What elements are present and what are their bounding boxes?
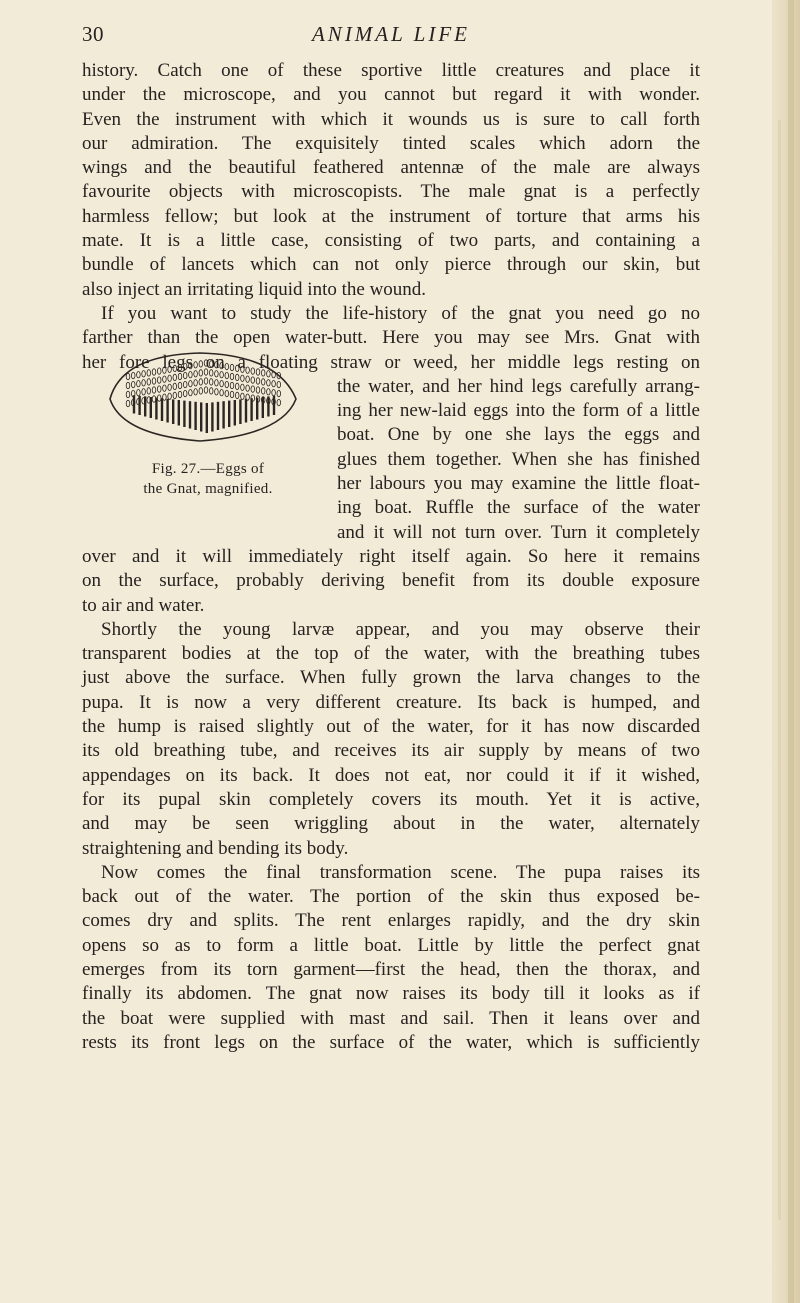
running-title: ANIMAL LIFE <box>311 22 471 46</box>
text-line: ing boat. Ruffle the surface of the water <box>337 497 700 519</box>
text-line: her labours you may examine the little float- <box>337 473 700 495</box>
text-line: its old breathing tube, and receives its air supply by means of two <box>82 740 700 762</box>
text-line: transparent bodies at the top of the water, with the breathing tubes <box>82 643 700 665</box>
text-line: our admiration. The exquisitely tinted scales which adorn the <box>82 132 700 154</box>
text-line: back out of the water. The portion of the skin thus exposed be- <box>82 886 700 908</box>
text-line: wings and the beautiful feathered antennæ of the male are always <box>82 157 700 179</box>
text-line: glues them together. When she has finished <box>337 448 700 470</box>
text-line: mate. It is a little case, consisting of two parts, and containing a <box>82 230 700 252</box>
text-line: appendages on its back. It does not eat, nor could it if it wished, <box>82 764 700 786</box>
text-line: to air and water. <box>82 594 205 616</box>
page-edge <box>772 0 800 1303</box>
text-line: the hump is raised slightly out of the water, for it has now discarded <box>82 716 700 738</box>
text-line: and it will not turn over. Turn it completely <box>337 521 700 543</box>
text-line: over and it will immediately right itself again. So here it remains <box>82 545 700 567</box>
text-line: the water, and her hind legs carefully arrang- <box>337 375 700 397</box>
text-line: farther than the open water-butt. Here you may see Mrs. Gnat with <box>82 327 700 349</box>
text-line: opens so as to form a little boat. Little by little the perfect gnat <box>82 934 700 956</box>
text-line: favourite objects with microscopists. The male gnat is a perfectly <box>82 181 700 203</box>
page-edge-stripe <box>778 120 781 1220</box>
text-line: the boat were supplied with mast and sail. Then it leans over and <box>82 1007 700 1029</box>
text-line: boat. One by one she lays the eggs and <box>337 424 700 446</box>
running-header <box>82 22 700 52</box>
text-line: her fore legs on a floating straw or weed, her middle legs resting on <box>82 351 700 373</box>
text-line: harmless fellow; but look at the instrument of torture that arms his <box>82 205 700 227</box>
text-line: ing her new-laid eggs into the form of a little <box>337 400 700 422</box>
text-line: under the microscope, and you cannot but regard it with wonder. <box>82 84 700 106</box>
text-line: on the surface, probably deriving benefit from its double exposure <box>82 570 700 592</box>
text-line: comes dry and splits. The rent enlarges rapidly, and the dry skin <box>82 910 700 932</box>
text-line: Shortly the young larvæ appear, and you may observe their <box>101 618 700 640</box>
text-line: bundle of lancets which can not only pierce through our skin, but <box>82 254 700 276</box>
text-line: history. Catch one of these sportive little creatures and place it <box>82 60 700 81</box>
text-line: emerges from its torn garment—first the head, then the thorax, and <box>82 958 700 980</box>
text-line: pupa. It is now a very different creature. Its back is humped, and <box>82 691 700 713</box>
text-line: straightening and bending its body. <box>82 837 349 859</box>
page-edge-stripe <box>788 0 794 1303</box>
text-line: just above the surface. When fully grown the larva changes to the <box>82 667 700 689</box>
text-line: If you want to study the life-history of the gnat you need go no <box>101 302 700 324</box>
page-number: 30 <box>82 22 104 46</box>
text-line: and may be seen wriggling about in the water, alternately <box>82 813 700 835</box>
body-text <box>82 59 700 1055</box>
text-line: also inject an irritating liquid into the wound. <box>82 278 427 300</box>
figure-caption-line: the Gnat, magnified. <box>143 481 273 497</box>
text-line: for its pupal skin completely covers its mouth. Yet it is active, <box>82 788 700 810</box>
text-line: Now comes the final transformation scene. The pupa raises its <box>101 861 700 883</box>
figure-caption-line: Fig. 27.—Eggs of <box>151 461 265 477</box>
text-line: Even the instrument with which it wounds us is sure to call forth <box>82 108 700 130</box>
text-line: rests its front legs on the surface of the water, which is sufficiently <box>82 1031 700 1053</box>
text-line: finally its abdomen. The gnat now raises its body till it looks as if <box>82 983 700 1005</box>
